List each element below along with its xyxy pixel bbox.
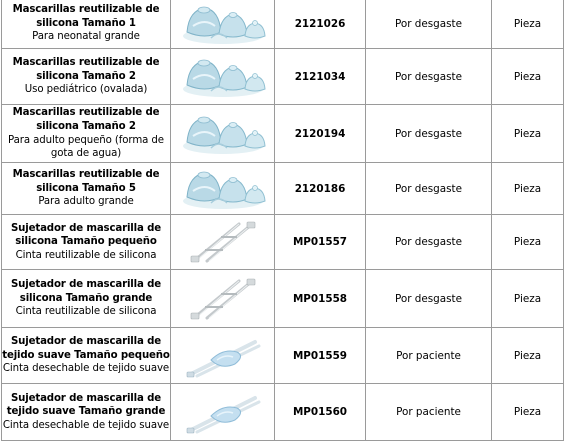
- product-name: Sujetador de mascarilla de silicona Tamaño pequeño: [10, 222, 162, 248]
- product-name-cell: [2, 270, 171, 328]
- product-image-cell: [171, 163, 275, 215]
- product-description: Cinta reutilizable de silicona: [15, 249, 157, 261]
- product-code: 2121026: [275, 0, 366, 49]
- product-description: Para adulto grande: [38, 196, 134, 208]
- product-code: 2120194: [275, 105, 366, 163]
- product-description: Uso pediátrico (ovalada): [24, 84, 148, 96]
- mask-icon: [175, 55, 271, 99]
- product-name-cell: [2, 215, 171, 270]
- product-code: MP01559: [275, 328, 366, 384]
- unit: Pieza: [492, 270, 564, 328]
- product-name-cell: [2, 163, 171, 215]
- product-name-cell: [2, 105, 171, 163]
- product-image-cell: [171, 0, 275, 49]
- table-row: [2, 0, 564, 49]
- replacement-frequency: Por paciente: [366, 384, 492, 441]
- product-description: Cinta reutilizable de silicona: [15, 306, 157, 318]
- product-table-body: [2, 0, 564, 441]
- product-image-cell: [171, 270, 275, 328]
- replacement-frequency: Por desgaste: [366, 105, 492, 163]
- product-name: Sujetador de mascarilla de tejido suave Tamaño grande: [6, 392, 166, 418]
- replacement-frequency: Por desgaste: [366, 270, 492, 328]
- product-name: Sujetador de mascarilla de tejido suave Tamaño pequeño: [2, 336, 170, 361]
- fabric-strap-icon: [175, 334, 271, 378]
- product-code: MP01558: [275, 270, 366, 328]
- product-name-cell: [2, 49, 171, 105]
- table-row: [2, 328, 564, 384]
- unit: Pieza: [492, 0, 564, 49]
- replacement-frequency: Por desgaste: [366, 163, 492, 215]
- product-name: Mascarillas reutilizable de silicona Tamaño 1: [12, 4, 160, 29]
- mask-icon: [175, 112, 271, 156]
- product-code: MP01560: [275, 384, 366, 441]
- replacement-frequency: Por desgaste: [366, 49, 492, 105]
- mask-icon: [175, 2, 271, 46]
- product-name-cell: [2, 0, 171, 49]
- product-image-cell: [171, 215, 275, 270]
- table-row: [2, 270, 564, 328]
- table-row: [2, 384, 564, 441]
- product-table: [1, 0, 564, 441]
- product-name-cell: [2, 384, 171, 441]
- unit: Pieza: [492, 49, 564, 105]
- strap-icon: [175, 220, 271, 264]
- product-name: Mascarillas reutilizable de silicona Tamaño 2: [12, 57, 160, 82]
- product-description: Para neonatal grande: [32, 31, 140, 43]
- replacement-frequency: Por desgaste: [366, 215, 492, 270]
- unit: Pieza: [492, 384, 564, 441]
- table-row: [2, 49, 564, 105]
- replacement-frequency: Por paciente: [366, 328, 492, 384]
- table-row: [2, 163, 564, 215]
- unit: Pieza: [492, 105, 564, 163]
- product-description: Para adulto pequeño (forma de gota de agua): [8, 134, 164, 160]
- unit: Pieza: [492, 163, 564, 215]
- product-name: Sujetador de mascarilla de silicona Tamaño grande: [10, 279, 162, 304]
- product-name-cell: [2, 328, 171, 384]
- product-name: Mascarillas reutilizable de silicona Tamaño 2: [12, 107, 160, 132]
- product-image-cell: [171, 328, 275, 384]
- unit: Pieza: [492, 215, 564, 270]
- unit: Pieza: [492, 328, 564, 384]
- strap-icon: [175, 277, 271, 321]
- product-image-cell: [171, 384, 275, 441]
- product-code: 2120186: [275, 163, 366, 215]
- fabric-strap-icon: [175, 390, 271, 434]
- product-description: Cinta desechable de tejido suave: [2, 363, 170, 375]
- product-code: MP01557: [275, 215, 366, 270]
- product-name: Mascarillas reutilizable de silicona Tamaño 5: [12, 169, 160, 194]
- product-code: 2121034: [275, 49, 366, 105]
- product-image-cell: [171, 105, 275, 163]
- mask-icon: [175, 167, 271, 211]
- product-image-cell: [171, 49, 275, 105]
- table-row: [2, 215, 564, 270]
- replacement-frequency: Por desgaste: [366, 0, 492, 49]
- table-row: [2, 105, 564, 163]
- product-description: Cinta desechable de tejido suave: [2, 419, 170, 431]
